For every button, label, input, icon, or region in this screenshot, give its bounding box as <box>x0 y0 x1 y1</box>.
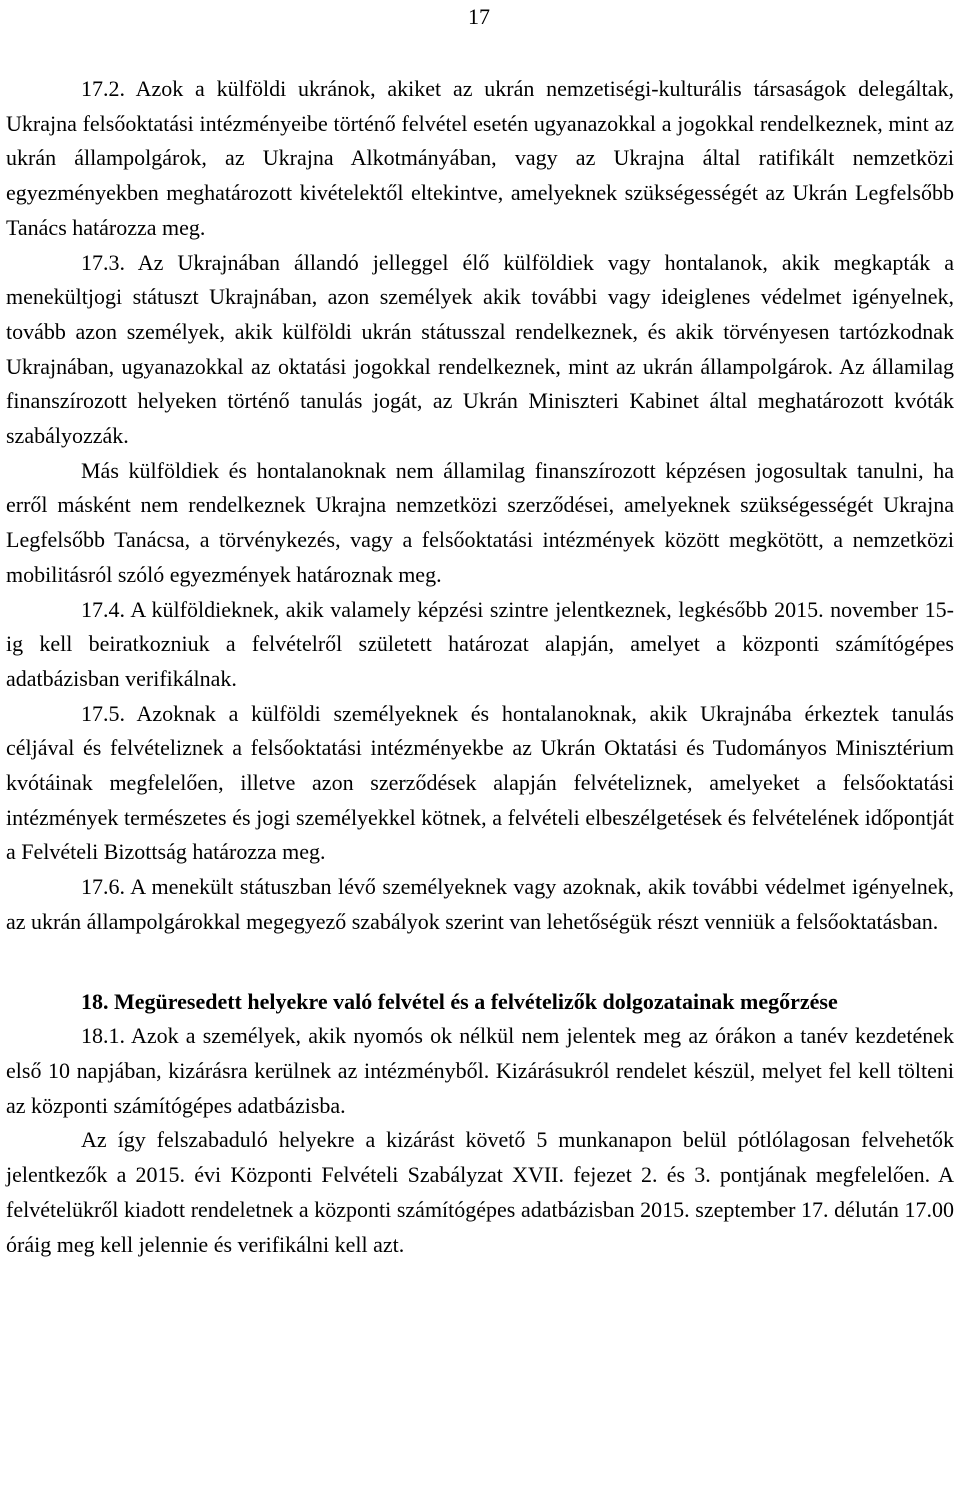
paragraph-vacant-places: Az így felszabaduló helyekre a kizárást követő 5 munkanapon belül pótlólagosan felvehetők jelentkezők a 2015. évi Központi Felvételi Szabályzat XVII. fejezet 2. és 3. pontjának megfelelően. A felvételükről kiadott rendeletnek a központi számítógépes adatbázisban 2015. szeptember 17. délután 17.00 óráig meg kell jelennie és verifikálni kell azt. <box>6 1127 954 1257</box>
paragraph-18-1: 18.1. Azok a személyek, akik nyomós ok nélkül nem jelentek meg az órákon a tanév kezdetének első 10 napjában, kizárásra kerülnek az intézményből. Kizárásukról rendelet készül, melyet fel kell tölteni az központi számítógépes adatbázisba. <box>6 1023 954 1118</box>
section-heading-18: 18. Megüresedett helyekre való felvétel és a felvételizők dolgozatainak megőrzése <box>81 988 838 1014</box>
paragraph-17-5: 17.5. Azoknak a külföldi személyeknek és hontalanoknak, akik Ukrajnába érkeztek tanulás céljával és felvételiznek a felsőoktatási intézményekbe az Ukrán Oktatási és Tudományos Minisztérium kvótáinak megfelelően, illetve azon szerződések alapján felvételiznek, amelyeket a felsőoktatási intézmények természetes és jogi személyekkel kötnek, a felvételi elbeszélgetések és felvételének időpontját a Felvételi Bizottság határozza meg. <box>6 700 954 865</box>
paragraph-17-2: 17.2. Azok a külföldi ukránok, akiket az ukrán nemzetiségi-kulturális társaságok delegáltak, Ukrajna felsőoktatási intézményeibe történő felvétel esetén ugyanazokkal a jogokkal rendelkeznek, mint az ukrán állampolgárok, az Ukrajna Alkotmányában, vagy az Ukrajna által ratifikált nemzetközi egyezményekben meghatározott kivételektől eltekintve, amelyeknek szükségességét az Ukrán Legfelsőbb Tanács határozza meg. <box>6 76 954 240</box>
page-number: 17 <box>468 4 490 29</box>
paragraph-17-6: 17.6. A menekült státuszban lévő személyeknek vagy azoknak, akik további védelmet igényelnek, az ukrán állampolgárokkal megegyező szabályok szerint van lehetőségük részt venniük a felsőoktatásban. <box>6 874 954 934</box>
document-body <box>6 72 954 1262</box>
paragraph-17-4: 17.4. A külföldieknek, akik valamely képzési szintre jelentkeznek, legkésőbb 2015. november 15-ig kell beiratkozniuk a felvételről született határozat alapján, amelyet a központi számítógépes adatbázisban verifikálnak. <box>6 596 954 691</box>
paragraph-17-3: 17.3. Az Ukrajnában állandó jelleggel élő külföldiek vagy hontalanok, akik megkapták a menekültjogi státuszt Ukrajnában, azon személyek akik további vagy ideiglenes védelmet igényelnek, tovább azon személyek, akik külföldi ukrán státusszal rendelkeznek, és akik törvényesen tartózkodnak Ukrajnában, ugyanazokkal az oktatási jogokkal rendelkeznek, mint az ukrán állampolgárok. Az államilag finanszírozott helyeken történő tanulás jogát, az Ukrán Miniszteri Kabinet által meghatározott kvóták szabályozzák. <box>6 249 954 449</box>
paragraph-other-foreigners: Más külföldiek és hontalanoknak nem államilag finanszírozott képzésen jogosultak tanulni, ha erről másként nem rendelkeznek Ukrajna nemzetközi szerződései, amelyeknek szükségességét Ukrajna Legfelsőbb Tanácsa, a törvénykezés, vagy a felsőoktatási intézmények között megkötött, a nemzetközi mobilitásról szóló egyezmények határoznak meg. <box>6 457 954 587</box>
